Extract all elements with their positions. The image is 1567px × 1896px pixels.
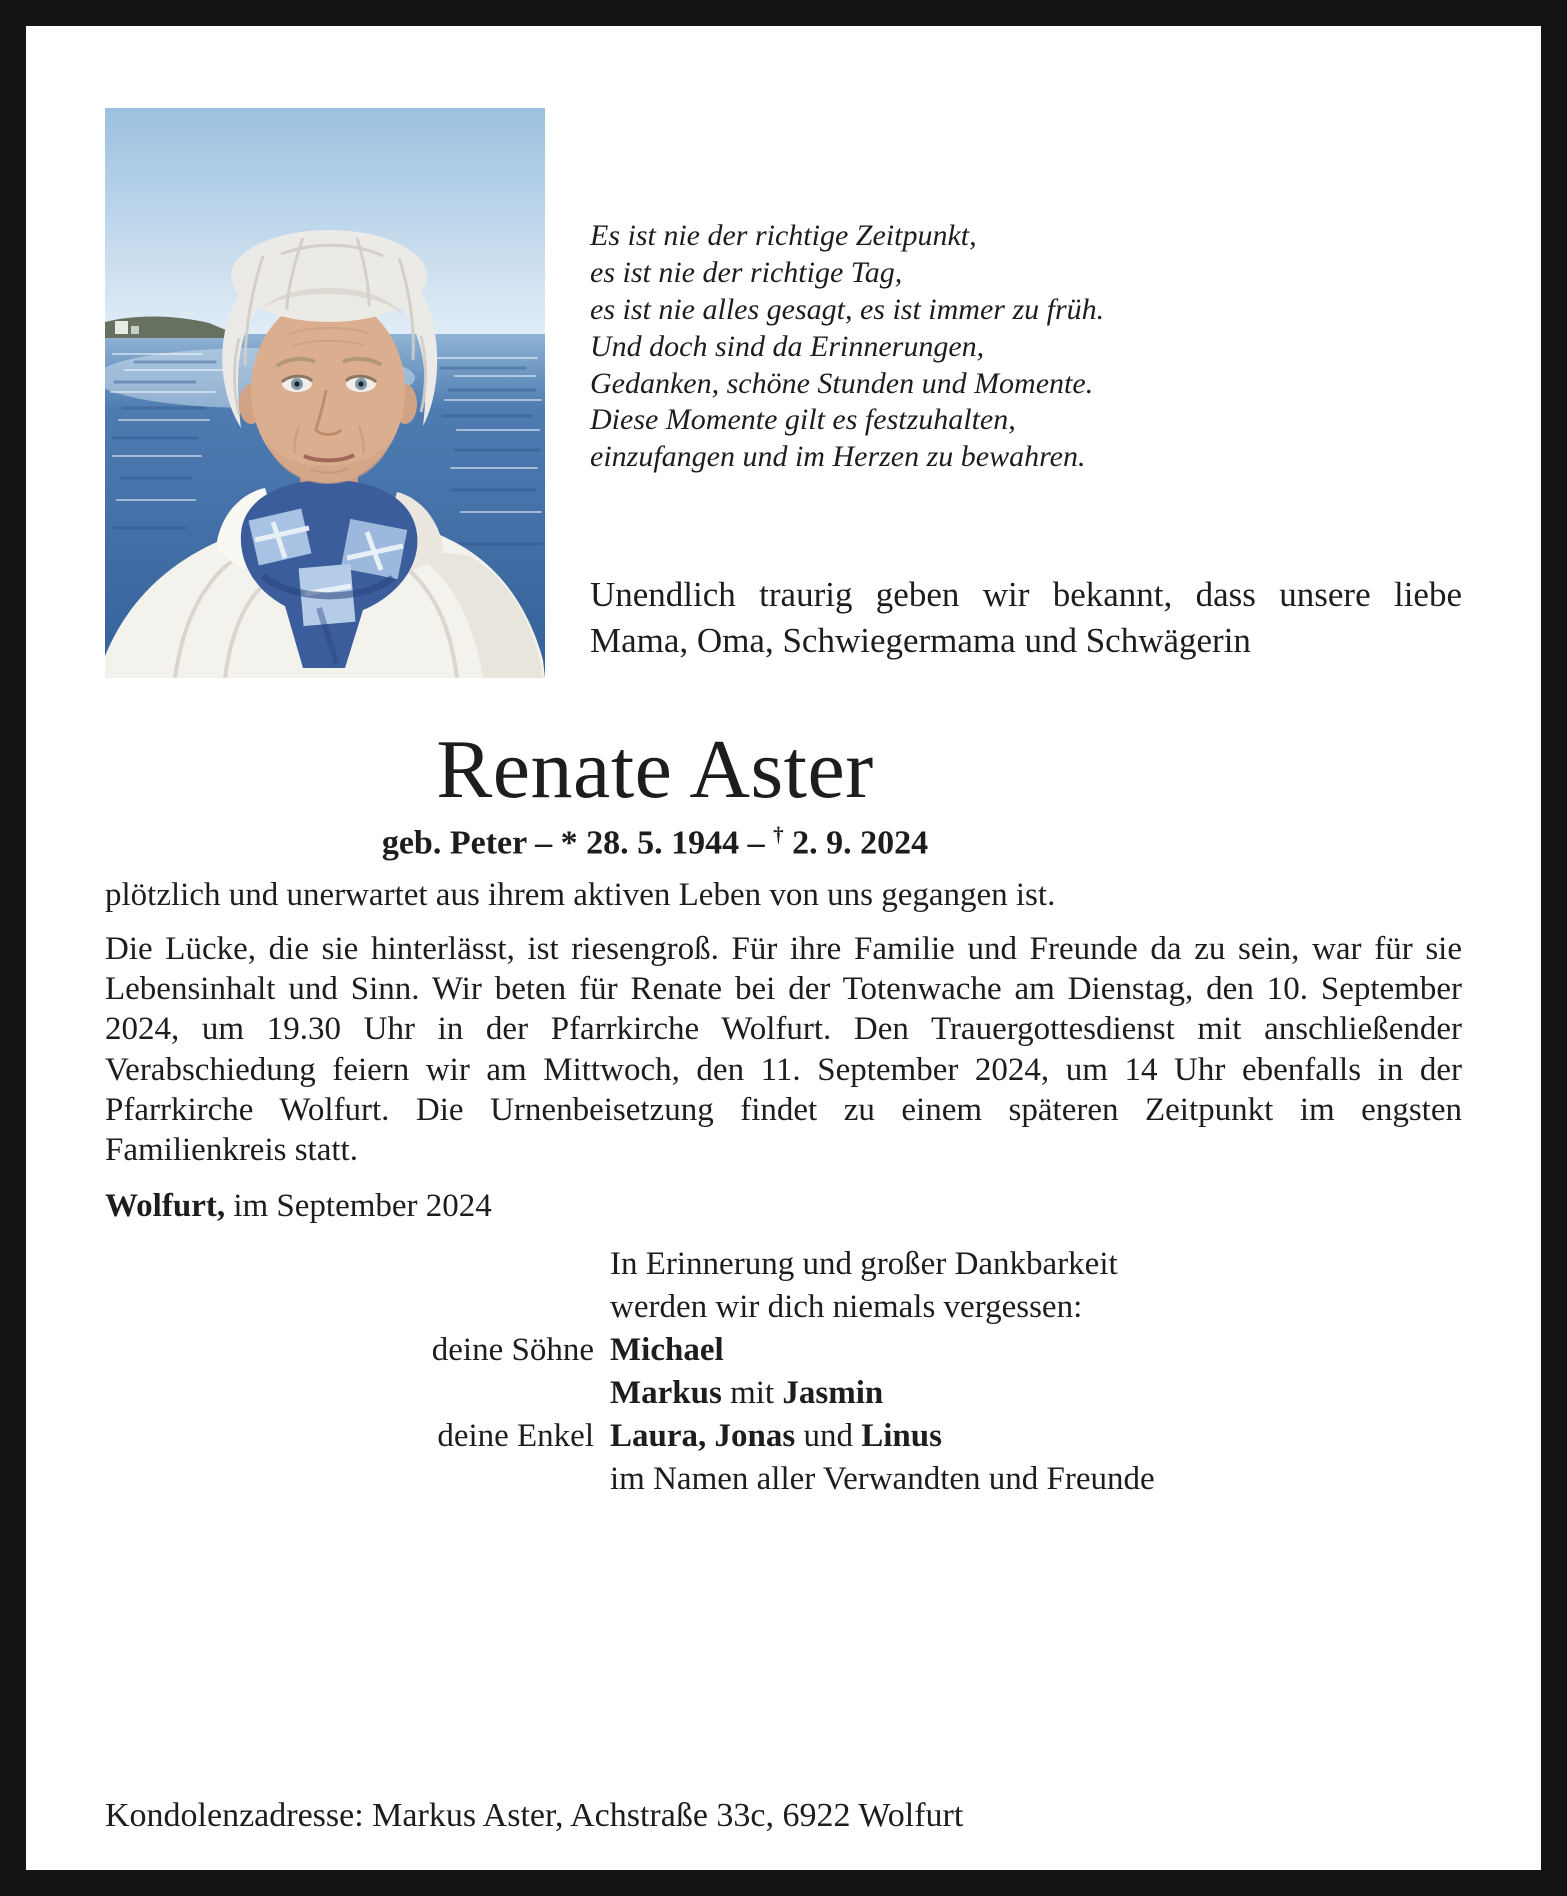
son-markus-line xyxy=(610,1372,1462,1415)
remembrance-row xyxy=(105,1372,1462,1415)
top-right-column xyxy=(590,108,1462,712)
remembrance-row xyxy=(105,1286,1462,1329)
son-markus-connector: mit xyxy=(721,1374,783,1411)
grandchildren-line xyxy=(610,1415,1462,1458)
poem-line: Es ist nie der richtige Zeitpunkt, xyxy=(590,219,977,252)
grandchildren-connector: und xyxy=(795,1417,862,1454)
remembrance-label-spacer xyxy=(105,1372,610,1415)
remembrance-label-spacer xyxy=(105,1243,610,1286)
condolence-address: Kondolenzadresse: Markus Aster, Achstraße 33c, 6922 Wolfurt xyxy=(105,1797,964,1834)
son-michael: Michael xyxy=(610,1332,724,1369)
death-symbol: † xyxy=(773,822,784,847)
remembrance-block xyxy=(105,1243,1462,1500)
poem-line: es ist nie alles gesagt, es ist immer zu früh. xyxy=(590,292,1105,326)
death-date: 2. 9. 2024 xyxy=(783,824,929,862)
remembrance-row xyxy=(105,1415,1462,1458)
place-date-line xyxy=(105,1188,1462,1225)
son-markus-partner: Jasmin xyxy=(782,1374,884,1411)
portrait-photo xyxy=(105,108,545,678)
poem-line: einzufangen und im Herzen zu bewahren. xyxy=(590,440,1086,474)
remembrance-closing: im Namen aller Verwandten und Freunde xyxy=(610,1460,1155,1497)
poem-line: Und doch sind da Erinnerungen, xyxy=(590,329,985,363)
deceased-name: Renate Aster xyxy=(436,723,874,817)
grandchildren-name-2: Linus xyxy=(861,1417,942,1454)
remembrance-row xyxy=(105,1329,1462,1372)
grandchildren-label: deine Enkel xyxy=(437,1417,594,1454)
remembrance-intro-1: In Erinnerung und großer Dankbarkeit xyxy=(610,1246,1118,1283)
remembrance-intro-2: werden wir dich niemals vergessen: xyxy=(610,1289,1083,1326)
memorial-poem xyxy=(590,218,1462,476)
sons-label: deine Söhne xyxy=(431,1332,594,1369)
deceased-dates-line xyxy=(105,822,1205,862)
announcement-text: Unendlich traurig geben wir bekannt, dass unsere liebe Mama, Oma, Schwiegermama und Schwägerin xyxy=(590,575,1462,661)
remembrance-label-spacer xyxy=(105,1286,610,1329)
paragraph-details: Die Lücke, die sie hinterlässt, ist riesengroß. Für ihre Familie und Freunde da zu sein, war für sie Lebensinhalt und Sinn. Wir beten für Renate bei der Totenwache am Dienstag, den 10. September 2024, um 19.30 Uhr in der Pfarrkirche Wolfurt. Den Trauergottesdienst mit anschließender Verabschiedung feiern wir am Mittwoch, den 11. September 2024, um 14 Uhr ebenfalls in der Pfarrkirche Wolfurt. Die Urnenbeisetzung findet zu einem späteren Zeitpunkt im engsten Familienkreis statt. xyxy=(105,930,1462,1169)
obituary-sheet xyxy=(26,26,1541,1870)
remembrance-row xyxy=(105,1243,1462,1286)
poem-line: es ist nie der richtige Tag, xyxy=(590,255,903,289)
portrait-photo-illustration xyxy=(105,108,545,678)
poem-line: Gedanken, schöne Stunden und Momente. xyxy=(590,366,1094,400)
place: Wolfurt, xyxy=(105,1188,226,1225)
birth-info: geb. Peter – * 28. 5. 1944 – xyxy=(381,824,774,862)
poem-line: Diese Momente gilt es festzuhalten, xyxy=(590,403,1016,437)
son-markus-name: Markus xyxy=(610,1374,722,1411)
date: im September 2024 xyxy=(225,1188,492,1225)
grandchildren-names-1: Laura, Jonas xyxy=(610,1417,796,1454)
name-block xyxy=(105,723,1205,862)
remembrance-row xyxy=(105,1458,1462,1501)
top-section xyxy=(105,108,1462,712)
remembrance-label-spacer xyxy=(105,1458,610,1501)
paragraph-intro: plötzlich und unerwartet aus ihrem aktiven Leben von uns gegangen ist. xyxy=(105,876,1056,913)
